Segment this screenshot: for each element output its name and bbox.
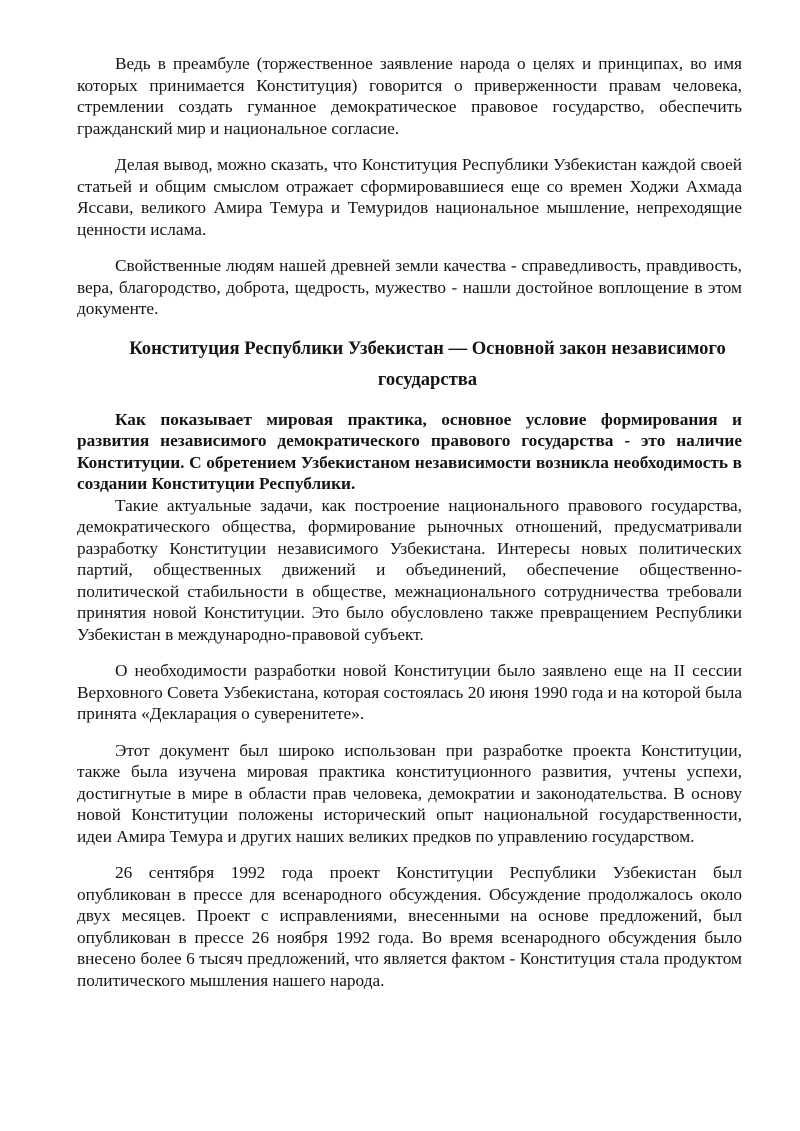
body-paragraph-2: О необходимости разработки новой Конституции было заявлено еще на II сессии Верховного Совета Узбекистана, которая состоялась 20 июня 1990 года и на которой была принята «Декларация о суверенитете». [77,661,742,723]
section-heading: Конституция Республики Узбекистан — Основной закон независимого государства [129,337,726,390]
lead-paragraph: Как показывает мировая практика, основное условие формирования и развития независимого демократического правового государства - это наличие Конституции. С обретением Узбекистаном независимости возникла необходимость в создании Конституции Республики. [77,409,742,493]
body-paragraph-4: 26 сентября 1992 года проект Конституции Республики Узбекистан был опубликован в прессе для всенародного обсуждения. Обсуждение продолжалось около двух месяцев. Проект с исправлениями, внесенными на основе предложений, был опубликован в прессе 26 ноября 1992 года. Во время всенародного обсуждения было внесено более 6 тысяч предложений, что является фактом - Конституция стала продуктом политического мышления нашего народа. [77,863,742,990]
intro-paragraph-3: Свойственные людям нашей древней земли качества - справедливость, правдивость, вера, благородство, доброта, щедрость, мужество - нашли достойное воплощение в этом документе. [77,256,742,318]
body-paragraph-3: Этот документ был широко использован при разработке проекта Конституции, также была изучена мировая практика конституционного развития, учтены успехи, достигнутые в мире в области прав человека, демократии и законодательства. В основу новой Конституции положены исторический опыт национальной государственности, идеи Амира Темура и других наших великих предков по управлению государством. [77,740,742,846]
intro-paragraph-1: Ведь в преамбуле (торжественное заявление народа о целях и принципах, во имя которых принимается Конституция) говорится о приверженности правам человека, стремлении создать гуманное демократическое правовое государство, обеспечить гражданский мир и национальное согласие. [77,54,742,138]
intro-paragraph-2: Делая вывод, можно сказать, что Конституция Республики Узбекистан каждой своей статьей и общим смыслом отражает сформировавшиеся еще со времен Ходжи Ахмада Яссави, великого Амира Темура и Темуридов национальное мышление, непреходящие ценности ислама. [77,155,742,239]
body-paragraph-1: Такие актуальные задачи, как построение национального правового государства, демократического общества, формирование рыночных отношений, предусматривали разработку Конституции независимого Узбекистана. Интересы новых политических партий, общественных движений и объединений, обеспечение общественно-политической стабильности в обществе, межнационального сотрудничества требовали принятия новой Конституции. Это было обусловлено также превращением Республики Узбекистан в международно-правовой субъект. [77,495,742,644]
